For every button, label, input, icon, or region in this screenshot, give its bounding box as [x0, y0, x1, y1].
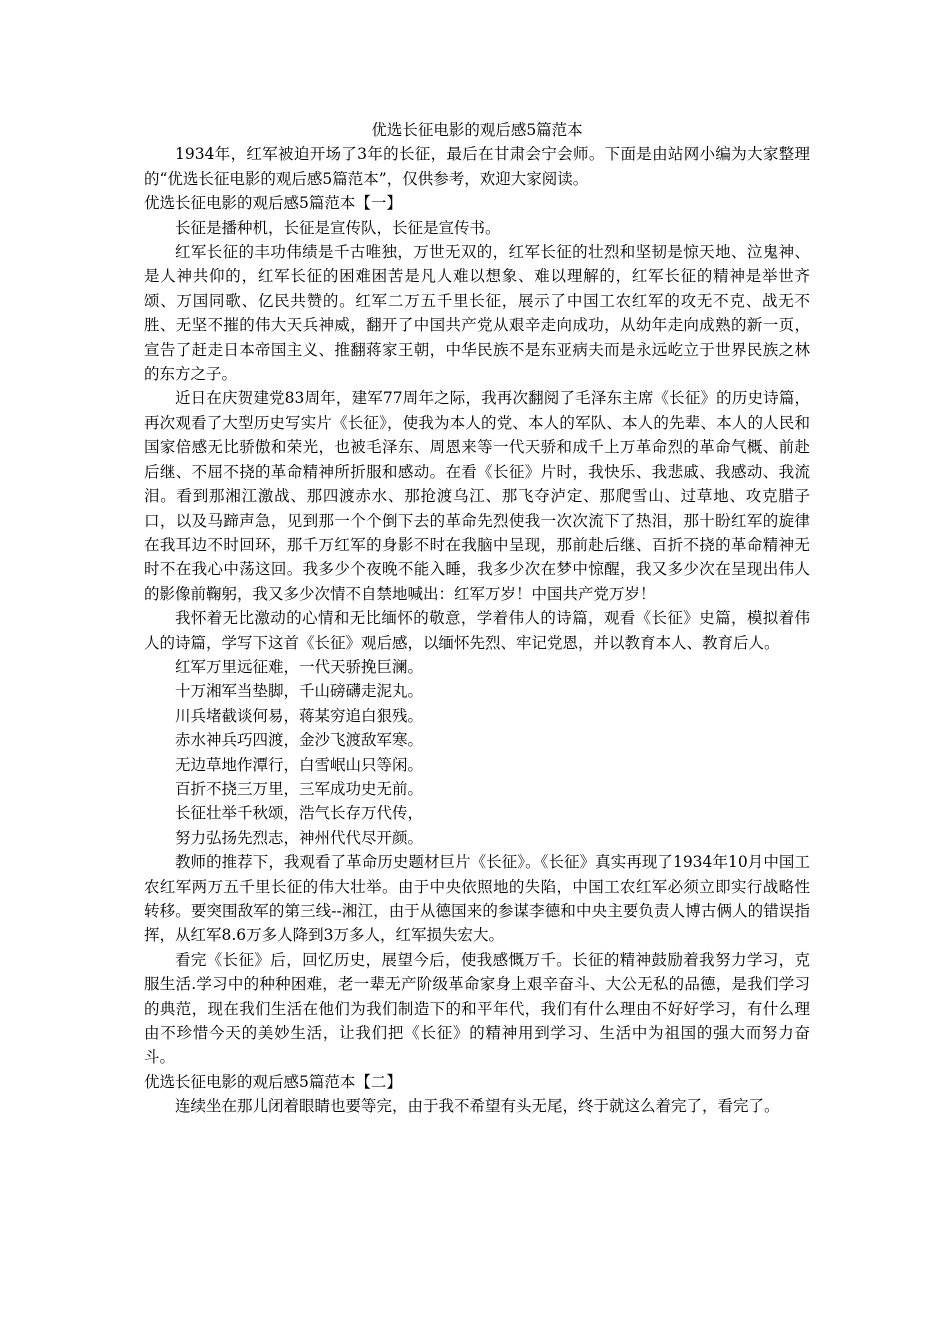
poem-line: 赤水神兵巧四渡，金沙飞渡敌军寒。 — [175, 731, 424, 750]
poem — [144, 655, 810, 850]
paragraph-1: 长征是播种机，长征是宣传队，长征是宣传书。 — [175, 218, 501, 237]
poem-line: 百折不挠三万里，三军成功史无前。 — [175, 779, 424, 798]
paragraph-2: 红军长征的丰功伟绩是千古唯独，万世无双的，红军长征的壮烈和坚韧是惊天地、泣鬼神、是人神共仰的，红军长征的困难困苦是凡人难以想象、难以理解的，红军长征的精神是举世齐颂、万国同歌、亿民共赞的。红军二万五千里长征，展示了中国工农红军的攻无不克、战无不胜、无坚不摧的伟大天兵神威，翻开了中国共产党从艰辛走向成功，从幼年走向成熟的新一页，宣告了赶走日本帝国主义、推翻蒋家王朝，中华民族不是东亚病夫而是永远屹立于世界民族之林的东方之子。 — [144, 243, 810, 384]
document-page — [144, 118, 810, 1119]
paragraph-4: 我怀着无比激动的心情和无比缅怀的敬意，学着伟人的诗篇，观看《长征》史篇，模拟着伟人的诗篇，学写下这首《长征》观后感，以缅怀先烈、牢记党恩，并以教育本人、教育后人。 — [144, 609, 810, 652]
paragraph-7: 连续坐在那儿闭着眼睛也要等完，由于我不希望有头无尾，终于就这么着完了，看完了。 — [175, 1097, 780, 1116]
poem-line: 长征壮举千秋颂，浩气长存万代传， — [175, 804, 424, 823]
paragraph-6: 看完《长征》后，回忆历史，展望今后，使我感慨万千。长征的精神鼓励着我努力学习，克服生活.学习中的种种困难，老一辈无产阶级革命家身上艰辛奋斗、大公无私的品德，是我们学习的典范，现在我们生活在他们为我们制造下的和平年代，我们有什么理由不好好学习，有什么理由不珍惜今天的美妙生活，让我们把《长征》的精神用到学习、生活中为祖国的强大而努力奋斗。 — [144, 950, 810, 1067]
section-heading-1: 优选长征电影的观后感5篇范本【一】 — [144, 194, 402, 213]
intro-paragraph: 1934年，红军被迫开场了3年的长征，最后在甘肃会宁会师。下面是由站网小编为大家整理的“优选长征电影的观后感5篇范本”，仅供参考，欢迎大家阅读。 — [144, 145, 810, 188]
document-title: 优选长征电影的观后感5篇范本 — [371, 121, 583, 139]
poem-line: 努力弘扬先烈志，神州代代尽开颜。 — [175, 828, 424, 847]
paragraph-3: 近日在庆贺建党83周年，建军77周年之际，我再次翻阅了毛泽东主席《长征》的历史诗篇，再次观看了大型历史写实片《长征》，使我为本人的党、本人的军队、本人的先辈、本人的人民和国家倍感无比骄傲和荣光，也被毛泽东、周恩来等一代天骄和成千上万革命烈的革命气概、前赴后继、不屈不挠的革命精神所折服和感动。在看《长征》片时，我快乐、我悲戚、我感动、我流泪。看到那湘江激战、那四渡赤水、那抢渡乌江、那飞夺泸定、那爬雪山、过草地、攻克腊子口，以及马蹄声急，见到那一个个倒下去的革命先烈使我一次次流下了热泪，那十盼红军的旋律在我耳边不时回环，那千万红军的身影不时在我脑中呈现，那前赴后继、百折不挠的革命精神无时不在我心中荡这回。我多少个夜晚不能入睡，我多少次在梦中惊醒，我又多少次在呈现出伟人的影像前鞠躬，我又多少次情不自禁地喊出：红军万岁！中国共产党万岁！ — [144, 389, 810, 603]
paragraph-5: 教师的推荐下，我观看了革命历史题材巨片《长征》。《长征》真实再现了1934年10月中国工农红军两万五千里长征的伟大壮举。由于中央依照地的失陷，中国工农红军必须立即实行战略性转移。要突围敌军的第三线--湘江，由于从德国来的参谋李德和中央主要负责人博古俩人的错误指挥，从红军8.6万多人降到3万多人，红军损失宏大。 — [144, 853, 810, 945]
poem-line: 十万湘军当垫脚，千山磅礴走泥丸。 — [175, 682, 424, 701]
section-heading-2: 优选长征电影的观后感5篇范本【二】 — [144, 1072, 402, 1091]
poem-line: 川兵堵截谈何易，蒋某穷追白狠残。 — [175, 706, 424, 725]
poem-line: 无边草地作潭行，白雪岷山只等闲。 — [175, 755, 424, 774]
poem-line: 红军万里远征难，一代天骄挽巨澜。 — [175, 657, 424, 676]
